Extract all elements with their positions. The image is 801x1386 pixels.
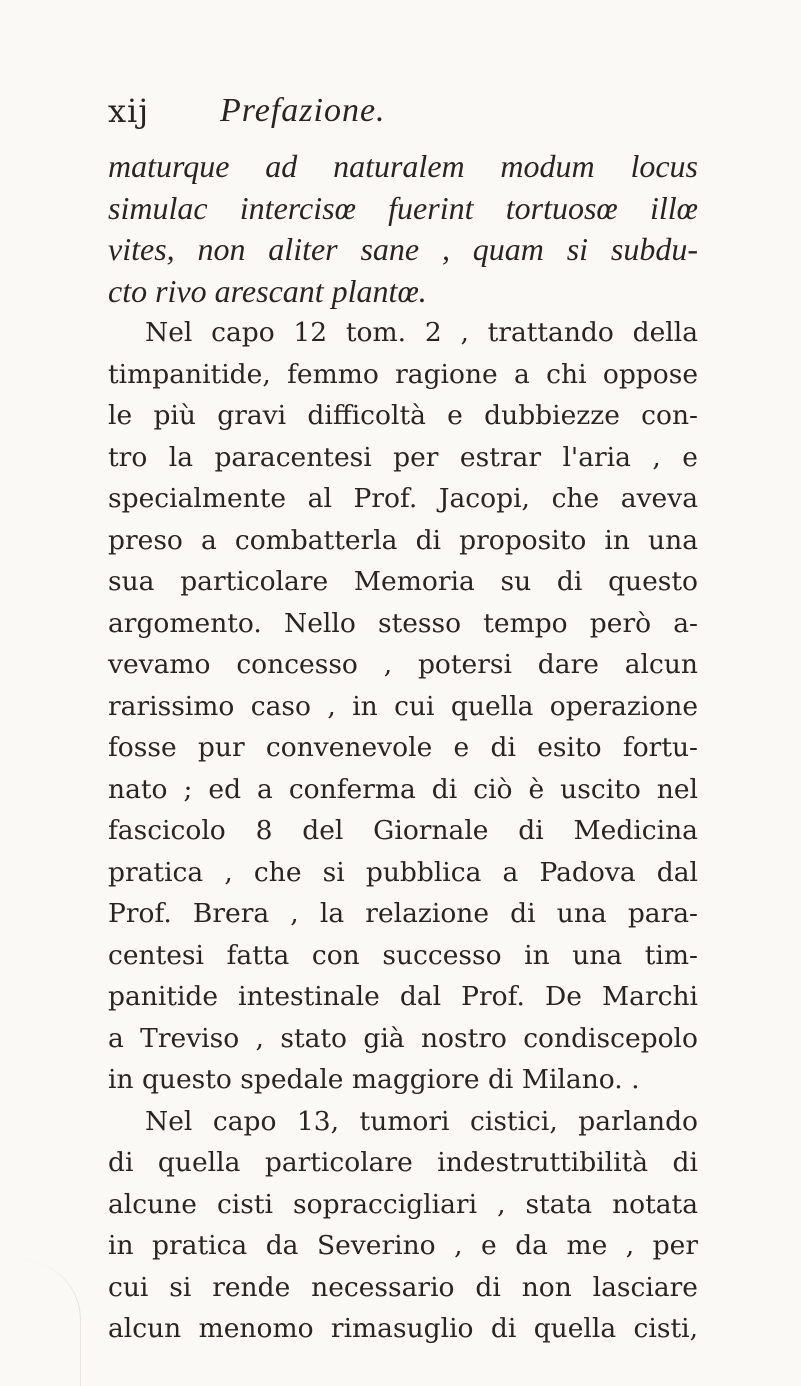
text-line: in pratica da Severino , e da me , per [108, 1230, 698, 1261]
running-title: Prefazione. [220, 92, 386, 129]
text-line: argomento. Nello stesso tempo però a- [108, 607, 698, 639]
text-line: Prof. Brera , la relazione di una para- [108, 898, 698, 929]
page-number: xij [108, 92, 150, 130]
text-line: sua particolare Memoria su di questo [108, 566, 698, 597]
text-line: fosse pur convenevole e di esito fortu- [108, 732, 698, 763]
text-line: timpanitide, femmo ragione a chi oppose [108, 358, 698, 390]
body-text [108, 146, 728, 1350]
text-line: rarissimo caso , in cui quella operazione [108, 690, 698, 722]
text-line: vites, non aliter sane , quam si subdu- [108, 231, 698, 267]
text-line: in questo spedale maggiore di Milano. . [108, 1064, 640, 1095]
page-edge-shadow [0, 1260, 81, 1386]
text-line: Nel capo 12 tom. 2 , trattando della [145, 317, 698, 348]
text-line: centesi fatta con successo in una tim- [108, 939, 698, 971]
text-line: nato ; ed a conferma di ciò è uscito nel [108, 773, 698, 805]
page-header [108, 92, 708, 142]
text-line: a Treviso , stato già nostro condiscepolo [108, 1022, 698, 1054]
text-line: alcune cisti sopraccigliari , stata notata [108, 1188, 698, 1220]
text-line: cui si rende necessario di non lasciare [108, 1271, 698, 1303]
text-line: di quella particolare indestruttibilità di [108, 1147, 698, 1178]
text-line: Nel capo 13, tumori cistici, parlando [145, 1105, 698, 1137]
text-line: panitide intestinale dal Prof. De Marchi [108, 981, 698, 1012]
text-line: pratica , che si pubblica a Padova dal [108, 856, 698, 888]
text-line: simulac intercisœ fuerint tortuosœ illœ [108, 189, 698, 226]
text-line: alcun menomo rimasuglio di quella cisti, [108, 1313, 698, 1344]
text-line: preso a combatterla di proposito in una [108, 524, 698, 556]
text-line: vevamo concesso , potersi dare alcun [108, 649, 698, 680]
text-line: tro la paracentesi per estrar l'aria , e [108, 441, 698, 473]
text-line: cto rivo arescant plantœ. [108, 272, 427, 309]
text-line: le più gravi difficoltà e dubbiezze con- [108, 400, 698, 431]
text-line: maturque ad naturalem modum locus [108, 148, 698, 184]
text-line: fascicolo 8 del Giornale di Medicina [108, 815, 698, 846]
text-line: specialmente al Prof. Jacopi, che aveva [108, 483, 698, 514]
